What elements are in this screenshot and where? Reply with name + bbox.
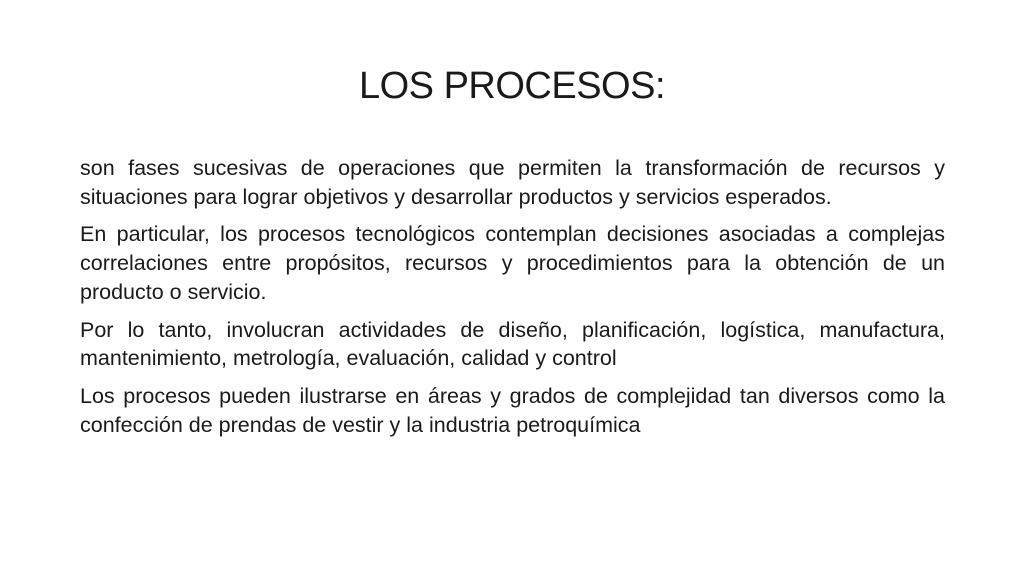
- paragraph-definition: son fases sucesivas de operaciones que permiten la transformación de recursos y situaciones para lograr objetivos y desarrollar productos y servicios esperados.: [80, 156, 945, 209]
- paragraph-activities: Por lo tanto, involucran actividades de diseño, planificación, logística, manufactura, mantenimiento, metrología, evaluación, calidad y control: [80, 317, 945, 371]
- slide-body: [80, 154, 945, 448]
- slide-title: LOS PROCESOS:: [358, 65, 666, 107]
- paragraph-technological-processes: En particular, los procesos tecnológicos contemplan decisiones asociadas a complejas correlaciones entre propósitos, recursos y procedimientos para la obtención de un producto o servicio.: [80, 222, 945, 304]
- paragraph-examples: Los procesos pueden ilustrarse en áreas y grados de complejidad tan diversos como la confección de prendas de vestir y la industria petroquímica: [80, 383, 945, 437]
